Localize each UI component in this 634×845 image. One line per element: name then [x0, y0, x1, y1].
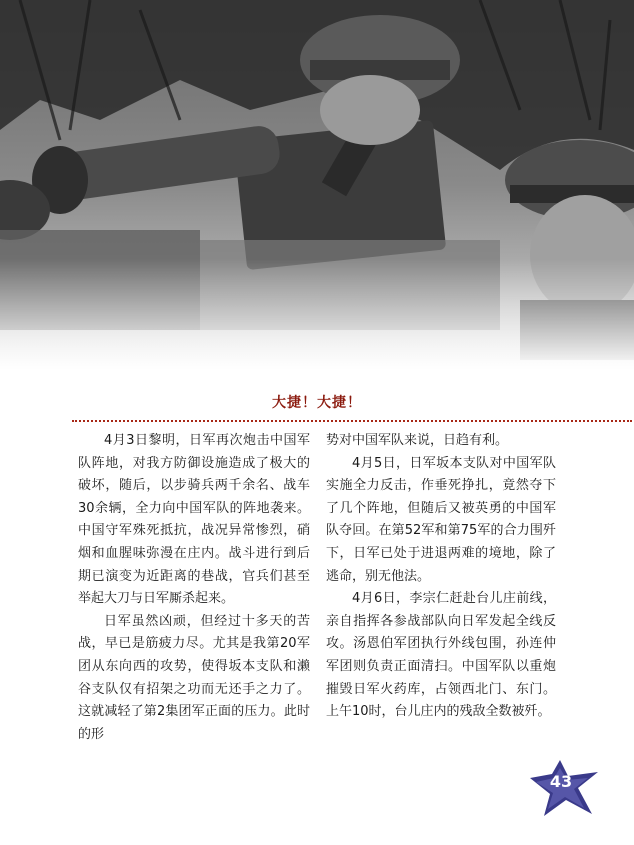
paragraph: 4月3日黎明，日军再次炮击中国军队阵地，对我方防御设施造成了极大的破坏，随后，以步骑兵两千余名、战车30余辆，全力向中国军队的阵地袭来。中国守军殊死抵抗，战况异常惨烈，硝烟和血腥味弥漫在庄内。战斗进行到后期已演变为近距离的巷战，官兵们甚至举起大刀与日军厮杀起来。: [78, 433, 310, 607]
section-title: 大捷！大捷！: [272, 395, 362, 411]
text-column-left: [78, 430, 310, 746]
paragraph: 4月6日，李宗仁赶赴台儿庄前线，亲自指挥各参战部队向日军发起全线反攻。汤恩伯军团执行外线包围，孙连仲军团则负责正面清扫。中国军队以重炮摧毁日军火药库，占领西北门、东门。上午10时，台儿庄内的残敌全数被歼。: [326, 591, 556, 720]
historical-photo: [0, 0, 634, 370]
dotted-divider: [72, 420, 632, 422]
paragraph: 日军虽然凶顽，但经过十多天的苦战，早已是筋疲力尽。尤其是我第20军团从东向西的攻势，使得坂本支队和濑谷支队仅有招架之功而无还手之力了。这就减轻了第2集团军正面的压力。此时的形: [78, 613, 310, 742]
text-column-right: [326, 430, 556, 724]
paragraph: 势对中国军队来说，日趋有利。: [326, 433, 509, 448]
page-number: 43: [549, 772, 573, 791]
paragraph: 4月5日，日军坂本支队对中国军队实施全力反击，作垂死挣扎，竟然夺下了几个阵地，但随后又被英勇的中国军队夺回。在第52军和第75军的合力围歼下，日军已处于进退两难的境地，除了逃命，别无他法。: [326, 455, 556, 584]
